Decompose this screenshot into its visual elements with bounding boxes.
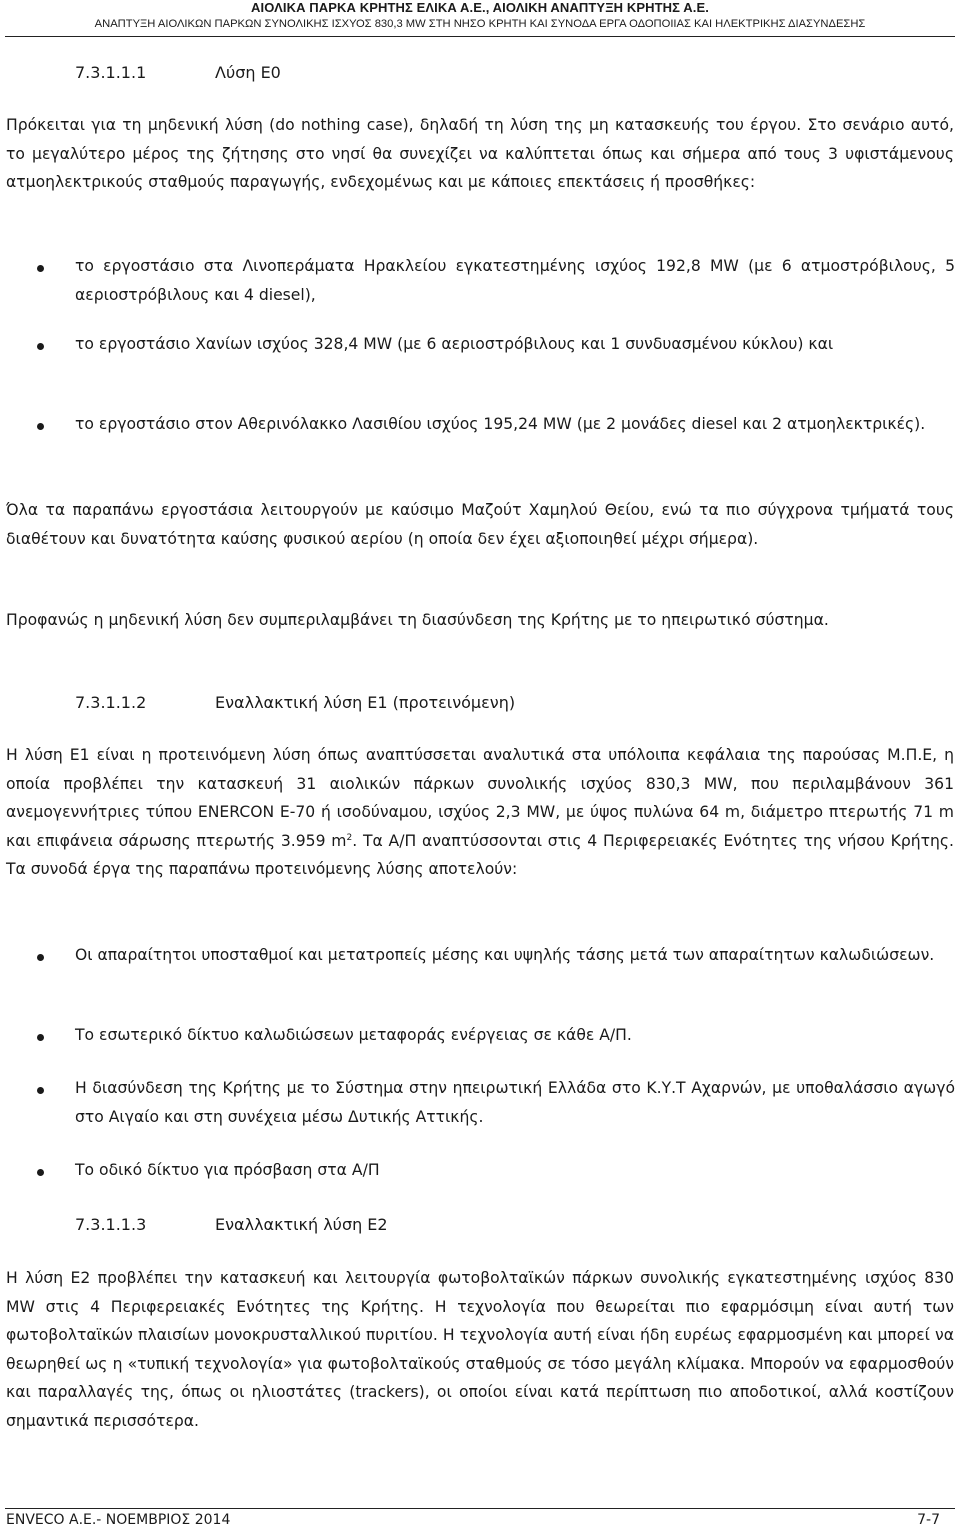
page-number: 7-7: [917, 1512, 940, 1528]
header-divider: [5, 36, 955, 37]
section-number: 7.3.1.1.2: [75, 693, 147, 712]
bullet-dot-icon: [37, 1087, 44, 1094]
list-item: Η διασύνδεση της Κρήτης με το Σύστημα στην ηπειρωτική Ελλάδα στο Κ.Υ.Τ Αχαρνών, με υποθαλάσσιο αγωγό στο Αιγαίο και στη συνέχεια μέσω Δυτικής Αττικής.: [75, 1079, 955, 1126]
section-number: 7.3.1.1.1: [75, 63, 147, 82]
paragraph-text: Η λύση Ε1 είναι η προτεινόμενη λύση όπως αναπτύσσεται αναλυτικά στα υπόλοιπα κεφάλαια της παρούσας Μ.Π.Ε, η οποία προβλέπει την κατασκευή 31 αιολικών πάρκων συνολικής ισχύος 830,3 MW, που περιλαμβάνουν 361 ανεμογεννήτριες τύπου ENERCON E-70 ή ισοδύναμου, ισχύος 2,3 MW, με ύψος πυλώνα 64 m, διάμετρο πτερωτής 71 m και επιφάνεια σάρωσης πτερωτής 3.959 m: [6, 746, 954, 850]
header-subtitle: ΑΝΑΠΤΥΞΗ ΑΙΟΛΙΚΩΝ ΠΑΡΚΩΝ ΣΥΝΟΛΙΚΗΣ ΙΣΧΥΟΣ 830,3 MW ΣΤΗ ΝΗΣΟ ΚΡΗΤΗ ΚΑΙ ΣΥΝΟΔΑ ΕΡΓΑ ΟΔΟΠΟΙΙΑΣ ΚΑΙ ΗΛΕΚΤΡΙΚΗΣ ΔΙΑΣΥΝΔΕΣΗΣ: [94, 18, 866, 30]
list-item: το εργοστάσιο στα Λινοπεράματα Ηρακλείου εγκατεστημένης ισχύος 192,8 MW (με 6 ατμοστρόβιλους, 5 αεριοστρόβιλους και 4 diesel),: [75, 257, 955, 304]
section-heading-e0: [75, 62, 281, 84]
section-title: Λύση Ε0: [215, 63, 281, 82]
list-item: το εργοστάσιο Χανίων ισχύος 328,4 MW (με 6 αεριοστρόβιλους και 1 συνδυασμένου κύκλου) και: [75, 335, 834, 353]
section-number: 7.3.1.1.3: [75, 1215, 147, 1234]
section-heading-e1: [75, 692, 515, 714]
footer-company-date: ENVECO Α.Ε.- ΝΟΕΜΒΡΙΟΣ 2014: [6, 1512, 231, 1528]
list-item: Το εσωτερικό δίκτυο καλωδιώσεων μεταφοράς ενέργειας σε κάθε Α/Π.: [75, 1026, 632, 1044]
paragraph-e1-description: [6, 741, 954, 884]
paragraph-e2-description: Η λύση Ε2 προβλέπει την κατασκευή και λειτουργία φωτοβολταϊκών πάρκων συνολικής εγκατεστημένης ισχύος 830 MW στις 4 Περιφερειακές Ενότητες της Κρήτης. Η τεχνολογία που θεωρείται πιο εφαρμόσιμη είναι αυτή των φωτοβολταϊκών πλαισίων μονοκρυσταλλικού πυριτίου. Η τεχνολογία αυτή είναι ήδη ευρέως εφαρμοσμένη και μπορεί να θεωρηθεί ως η «τυπική τεχνολογία» για φωτοβολταϊκούς σταθμούς σε τόσο μεγάλη κλίμακα. Μπορούν να εφαρμοσθούν και παραλλαγές της, όπως οι ηλιοστάτες (trackers), οι οποίοι είναι κατά περίπτωση πιο αποδοτικοί, αλλά κοστίζουν σημαντικά περισσότερα.: [6, 1269, 954, 1430]
list-item: Οι απαραίτητοι υποσταθμοί και μετατροπείς μέσης και υψηλής τάσης μετά των απαραίτητων καλωδιώσεων.: [75, 946, 935, 964]
bullet-dot-icon: [37, 1169, 44, 1176]
paragraph-e0-intro: Πρόκειται για τη μηδενική λύση (do nothing case), δηλαδή τη λύση της μη κατασκευής του έργου. Στο σενάριο αυτό, το μεγαλύτερο μέρος της ζήτησης στο νησί θα συνεχίζει να καλύπτεται όπως και σήμερα από τους 3 υφιστάμενους ατμοηλεκτρικούς σταθμούς παραγωγής, ενδεχομένως και με κάποιες επεκτάσεις ή προσθήκες:: [6, 116, 954, 192]
list-item: Το οδικό δίκτυο για πρόσβαση στα Α/Π: [75, 1161, 380, 1179]
paragraph-e0-interconnection: Προφανώς η μηδενική λύση δεν συμπεριλαμβάνει τη διασύνδεση της Κρήτης με το ηπειρωτικό σύστημα.: [6, 611, 829, 629]
section-title: Εναλλακτική λύση Ε2: [215, 1215, 388, 1234]
bullet-dot-icon: [37, 1034, 44, 1041]
section-heading-e2: [75, 1214, 388, 1236]
bullet-dot-icon: [37, 954, 44, 961]
bullet-dot-icon: [37, 265, 44, 272]
footer-divider: [5, 1508, 955, 1509]
bullet-dot-icon: [37, 423, 44, 430]
section-title: Εναλλακτική λύση Ε1 (προτεινόμενη): [215, 693, 516, 712]
header-title: ΑΙΟΛΙΚΑ ΠΑΡΚΑ ΚΡΗΤΗΣ ΕΛΙΚΑ Α.Ε., ΑΙΟΛΙΚΗ ΑΝΑΠΤΥΞΗ ΚΡΗΤΗΣ Α.Ε.: [251, 0, 709, 15]
list-item: το εργοστάσιο στον Αθερινόλακκο Λασιθίου ισχύος 195,24 MW (με 2 μονάδες diesel και 2 ατμοηλεκτρικές).: [75, 415, 926, 433]
superscript: 2: [346, 832, 353, 843]
paragraph-e0-fuel: Όλα τα παραπάνω εργοστάσια λειτουργούν με καύσιμο Μαζούτ Χαμηλού Θείου, ενώ τα πιο σύγχρονα τμήματά τους διαθέτουν και δυνατότητα καύσης φυσικού αερίου (η οποία δεν έχει αξιοποιηθεί μέχρι σήμερα).: [6, 501, 954, 548]
paragraph-text: . Τα Α/Π αναπτύσσονται στις 4 Περιφερειακές Ενότητες της νήσου Κρήτης. Τα συνοδά έργα της παραπάνω προτεινόμενης λύσης αποτελούν:: [6, 831, 955, 879]
bullet-dot-icon: [37, 343, 44, 350]
